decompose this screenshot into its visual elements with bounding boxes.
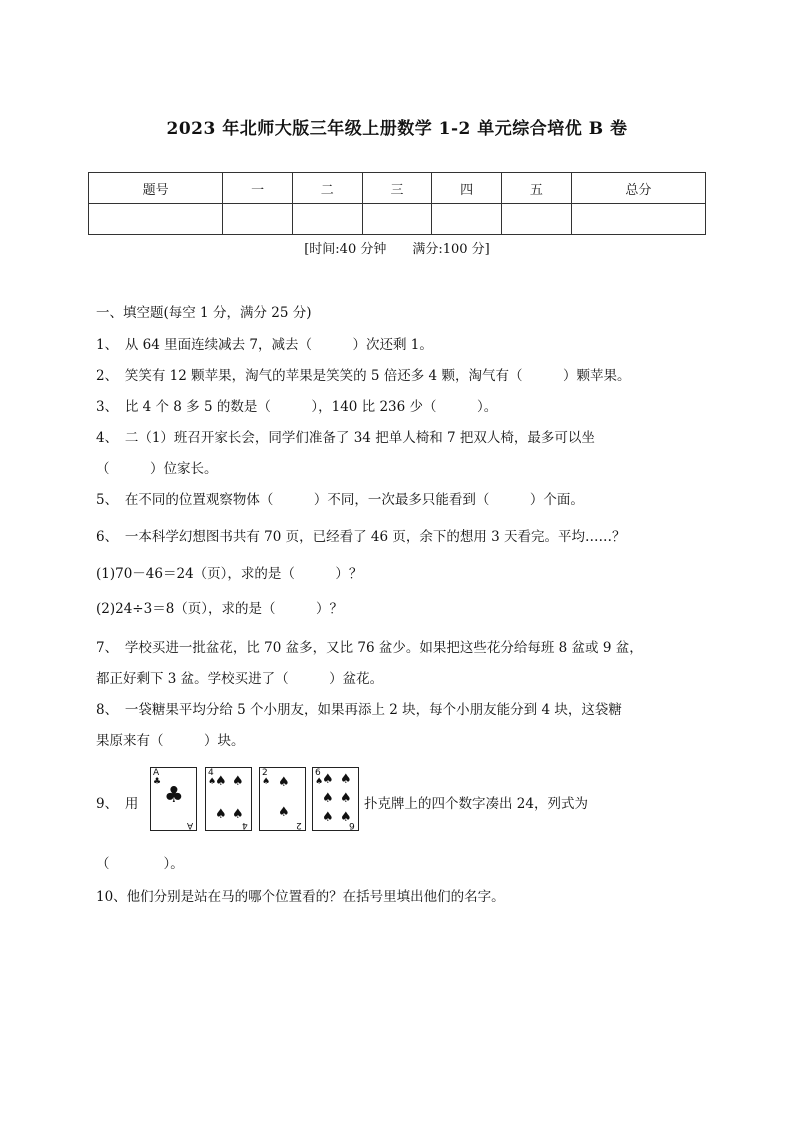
question-7-cont: 都正好剩下 3 盆。学校买进了（ ）盆花。 bbox=[96, 671, 384, 687]
question-9-prefix: 9、 用 bbox=[96, 796, 139, 812]
question-1: 1、 从 64 里面连续减去 7，减去（ ）次还剩 1。 bbox=[96, 337, 433, 353]
card-rank: A bbox=[153, 768, 160, 778]
card-rank: 2 bbox=[296, 820, 302, 830]
question-3: 3、 比 4 个 8 多 5 的数是（ ），140 比 236 少（ ）。 bbox=[96, 399, 498, 415]
score-cell[interactable] bbox=[223, 204, 293, 235]
score-cell[interactable] bbox=[362, 204, 432, 235]
club-icon: ♣ bbox=[164, 783, 184, 808]
question-8: 8、 一袋糖果平均分给 5 个小朋友，如果再添上 2 块，每个小朋友能分到 4 块，这袋糖 bbox=[96, 702, 622, 718]
score-cell[interactable] bbox=[501, 204, 571, 235]
score-header-cell: 二 bbox=[292, 173, 362, 204]
score-header-cell: 题号 bbox=[89, 173, 223, 204]
score-cell[interactable] bbox=[292, 204, 362, 235]
score-table-blank-row bbox=[89, 204, 706, 235]
question-9-text: 扑克牌上的四个数字凑出 24，列式为 bbox=[364, 796, 588, 812]
score-table bbox=[88, 172, 706, 235]
section-header: 一、填空题(每空 1 分，满分 25 分) bbox=[96, 305, 312, 321]
score-header-cell: 三 bbox=[362, 173, 432, 204]
question-5: 5、 在不同的位置观察物体（ ）不同，一次最多只能看到（ ）个面。 bbox=[96, 492, 584, 508]
spade-icon: ♠ bbox=[315, 777, 324, 787]
card-rank: 4 bbox=[208, 768, 214, 778]
spade-icon: ♠ bbox=[262, 777, 271, 787]
question-10: 10、他们分别是站在马的哪个位置看的？在括号里填出他们的名字。 bbox=[96, 889, 505, 905]
spade-icon: ♠ bbox=[278, 805, 290, 820]
spade-icon: ♠ bbox=[322, 810, 334, 825]
question-6-part-1: (1)70－46＝24（页），求的是（ ）？ bbox=[96, 566, 363, 582]
spade-icon: ♠ bbox=[232, 774, 244, 789]
question-7: 7、 学校买进一批盆花，比 70 盆多，又比 76 盆少。如果把这些花分给每班 8 盆或 9 盆， bbox=[96, 640, 643, 656]
card-rank: 6 bbox=[315, 768, 321, 778]
playing-card-ace-clubs bbox=[150, 767, 197, 831]
spade-icon: ♠ bbox=[340, 791, 352, 806]
playing-card-2-spades bbox=[259, 767, 306, 831]
spade-icon: ♠ bbox=[322, 772, 334, 787]
playing-card-6-spades bbox=[312, 767, 359, 831]
score-header-cell: 一 bbox=[223, 173, 293, 204]
score-cell[interactable] bbox=[571, 204, 705, 235]
spade-icon: ♠ bbox=[215, 807, 227, 822]
score-header-cell: 总分 bbox=[571, 173, 705, 204]
spade-icon: ♠ bbox=[208, 777, 217, 787]
playing-card-4-spades bbox=[205, 767, 252, 831]
question-6-part-2: (2)24÷3＝8（页），求的是（ ）？ bbox=[96, 601, 344, 617]
spade-icon: ♠ bbox=[340, 810, 352, 825]
question-2: 2、 笑笑有 12 颗苹果，淘气的苹果是笑笑的 5 倍还多 4 颗，淘气有（ ）颗苹果。 bbox=[96, 368, 631, 384]
question-4-cont: （ ）位家长。 bbox=[96, 461, 218, 477]
question-4: 4、 二（1）班召开家长会，同学们准备了 34 把单人椅和 7 把双人椅，最多可以坐 bbox=[96, 430, 595, 446]
score-header-cell: 五 bbox=[501, 173, 571, 204]
card-rank: A bbox=[186, 820, 193, 830]
card-rank: 4 bbox=[242, 820, 248, 830]
time-and-score-info: [时间:40 分钟 满分:100 分] bbox=[304, 242, 490, 257]
card-rank: 6 bbox=[349, 820, 355, 830]
club-icon: ♣ bbox=[153, 777, 162, 787]
score-cell[interactable] bbox=[432, 204, 502, 235]
spade-icon: ♠ bbox=[215, 774, 227, 789]
score-table-header-row bbox=[89, 173, 706, 204]
question-8-cont: 果原来有（ ）块。 bbox=[96, 733, 245, 749]
spade-icon: ♠ bbox=[340, 772, 352, 787]
question-6: 6、 一本科学幻想图书共有 70 页，已经看了 46 页，余下的想用 3 天看完。平均……？ bbox=[96, 529, 626, 545]
question-9-answer: （ ）。 bbox=[96, 856, 184, 872]
score-header-cell: 四 bbox=[432, 173, 502, 204]
spade-icon: ♠ bbox=[232, 807, 244, 822]
page-title: 2023 年北师大版三年级上册数学 1-2 单元综合培优 B 卷 bbox=[166, 119, 628, 139]
card-rank: 2 bbox=[262, 768, 268, 778]
score-cell[interactable] bbox=[89, 204, 223, 235]
spade-icon: ♠ bbox=[278, 775, 290, 790]
spade-icon: ♠ bbox=[322, 791, 334, 806]
